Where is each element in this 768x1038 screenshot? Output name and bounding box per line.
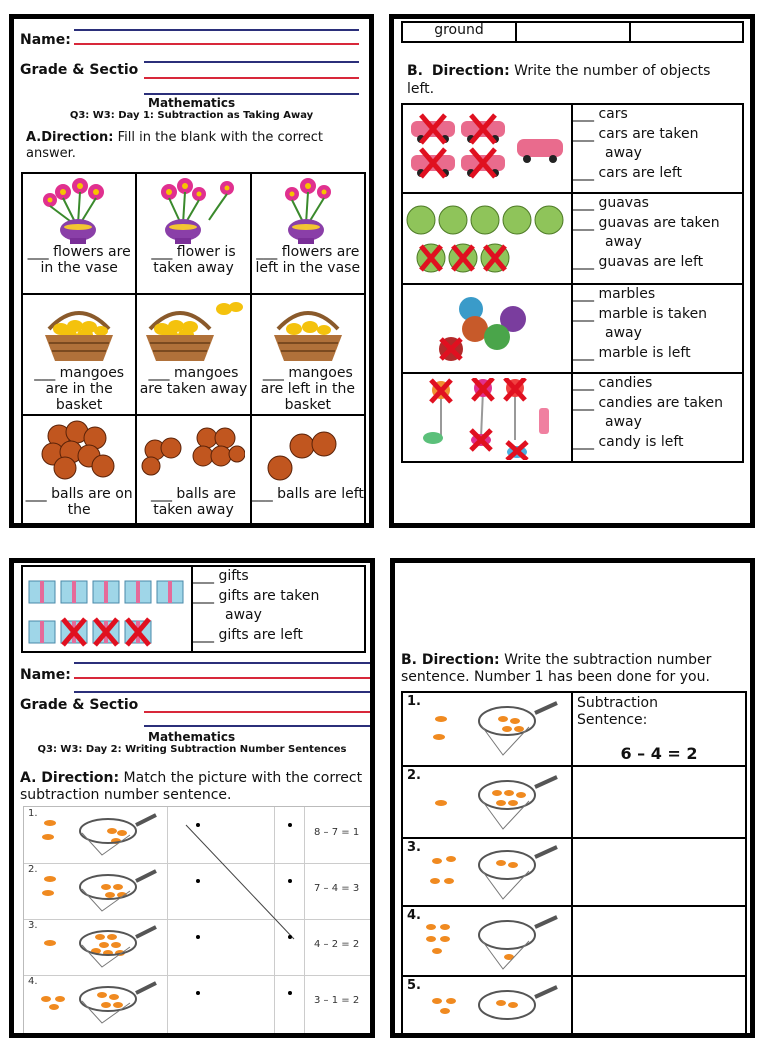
row-number: 1. bbox=[407, 694, 421, 709]
picture-cell bbox=[402, 193, 572, 284]
fish-net-icon bbox=[427, 697, 567, 763]
sentence-label: Subtraction Sentence: bbox=[577, 695, 658, 728]
picture-cell bbox=[402, 692, 572, 766]
part-letter: A. bbox=[26, 130, 42, 145]
match-dot-right[interactable] bbox=[288, 991, 292, 995]
answer-line: ___ gifts are taken bbox=[193, 587, 320, 604]
grid-cell bbox=[22, 415, 136, 525]
grid-caption: ___ balls are left bbox=[251, 486, 364, 502]
top-cell: ground bbox=[402, 22, 516, 42]
basketball-icon bbox=[262, 420, 356, 482]
answer-line: ___ cars are taken bbox=[573, 125, 699, 142]
grid-cell bbox=[251, 415, 365, 525]
fish-net-icon bbox=[38, 923, 162, 971]
part-letter: B. bbox=[407, 63, 423, 79]
grid-cell bbox=[251, 294, 365, 415]
matching-line bbox=[184, 823, 304, 941]
fish-net-icon bbox=[427, 771, 567, 837]
grid-caption: ___ mangoes are taken away bbox=[139, 365, 248, 397]
answer-line: ___ marble is taken bbox=[573, 305, 708, 322]
answer-line: ___ marble is left bbox=[573, 344, 691, 361]
match-number: 3. bbox=[28, 920, 38, 931]
grid-cell bbox=[136, 173, 250, 294]
fill-blank-grid bbox=[21, 172, 366, 526]
fish-net-icon bbox=[427, 841, 567, 905]
row-number: 2. bbox=[407, 768, 421, 783]
direction-label: A. Direction: bbox=[20, 770, 120, 786]
flower-vase-icon bbox=[272, 178, 347, 248]
grade-line-blue bbox=[144, 61, 359, 63]
answer-line: away bbox=[605, 414, 642, 430]
answer-line: ___ candy is left bbox=[573, 433, 684, 450]
answer-cell[interactable] bbox=[572, 976, 746, 1036]
grade-line-red bbox=[144, 711, 374, 713]
answer-line: ___ cars bbox=[573, 106, 628, 122]
name-label: Name: bbox=[20, 667, 71, 683]
grid-caption: ___ mangoes are in the basket bbox=[34, 365, 125, 413]
fish-net-icon bbox=[38, 811, 162, 859]
answer-cell bbox=[572, 104, 743, 193]
grid-cell bbox=[22, 294, 136, 415]
mango-basket-icon bbox=[268, 299, 348, 367]
picture-cell bbox=[402, 766, 572, 838]
objects-left-table bbox=[401, 103, 744, 463]
answer-line: away bbox=[225, 607, 262, 623]
match-divider bbox=[167, 807, 168, 1038]
name-line-red bbox=[74, 677, 374, 679]
answer-cell bbox=[572, 692, 746, 766]
lesson-title: Q3: W3: Day 1: Subtraction as Taking Away bbox=[69, 110, 314, 121]
number-sentence: 4 – 2 = 2 bbox=[314, 939, 360, 950]
top-cell-empty bbox=[630, 22, 743, 42]
top-cell-empty bbox=[516, 22, 630, 42]
fish-net-icon bbox=[38, 979, 162, 1027]
answer-line: away bbox=[605, 145, 642, 161]
sentence-answer: 6 – 4 = 2 bbox=[620, 744, 698, 763]
answer-line: ___ gifts bbox=[193, 568, 249, 584]
match-dot-right[interactable] bbox=[288, 935, 292, 939]
candy-icon bbox=[411, 378, 561, 460]
row-number: 3. bbox=[407, 840, 421, 855]
grid-cell bbox=[22, 173, 136, 294]
fish-net-icon bbox=[38, 867, 162, 915]
worksheet-day1-panel bbox=[9, 14, 374, 528]
guava-icon bbox=[405, 200, 569, 280]
match-number: 2. bbox=[28, 864, 38, 875]
answer-cell bbox=[572, 284, 743, 373]
picture-cell bbox=[402, 838, 572, 906]
number-sentence: 3 – 1 = 2 bbox=[314, 995, 360, 1006]
fish-net-icon bbox=[427, 981, 567, 1035]
grid-caption: ___ balls are on the bbox=[25, 486, 133, 518]
picture-cell bbox=[402, 976, 572, 1036]
answer-line: away bbox=[605, 234, 642, 250]
answer-line: ___ candies are taken bbox=[573, 394, 723, 411]
answer-line: ___ guavas are left bbox=[573, 253, 704, 270]
marble-icon bbox=[429, 293, 539, 367]
direction-b bbox=[401, 652, 746, 686]
name-line-blue-2 bbox=[74, 691, 374, 693]
match-number: 1. bbox=[28, 808, 38, 819]
grid-cell bbox=[251, 173, 365, 294]
answer-cell bbox=[572, 193, 743, 284]
grid-cell bbox=[136, 415, 250, 525]
match-dot-right[interactable] bbox=[288, 823, 292, 827]
answer-cell[interactable] bbox=[572, 838, 746, 906]
number-sentence-table bbox=[401, 691, 747, 1037]
gift-icon bbox=[25, 571, 189, 651]
grade-label: Grade & Sectio bbox=[20, 62, 139, 78]
matching-area bbox=[23, 806, 371, 1038]
direction-text: Write the number of objects left. bbox=[407, 63, 711, 97]
row-number: 5. bbox=[407, 978, 421, 993]
flower-vase-icon bbox=[38, 178, 118, 248]
grade-line-red bbox=[144, 77, 359, 79]
answer-cell bbox=[192, 566, 365, 652]
answer-cell[interactable] bbox=[572, 906, 746, 976]
answer-line: ___ marbles bbox=[573, 286, 656, 302]
grid-caption: ___ flowers are left in the vase bbox=[255, 244, 361, 276]
number-sentence: 7 – 4 = 3 bbox=[314, 883, 360, 894]
name-label: Name: bbox=[20, 32, 71, 48]
match-divider bbox=[304, 807, 305, 1038]
answer-line: ___ candies bbox=[573, 375, 653, 391]
match-dot-left[interactable] bbox=[196, 991, 200, 995]
grid-caption: ___ flowers are in the vase bbox=[27, 244, 131, 276]
mango-basket-icon bbox=[140, 299, 248, 367]
match-dot-right[interactable] bbox=[288, 879, 292, 883]
name-line-blue bbox=[74, 29, 359, 31]
picture-cell bbox=[22, 566, 192, 652]
worksheet-day2-panel bbox=[9, 558, 375, 1038]
name-line-blue bbox=[74, 662, 374, 664]
lesson-title: Q3: W3: Day 2: Writing Subtraction Number Sentences bbox=[37, 744, 347, 755]
picture-cell bbox=[402, 906, 572, 976]
direction-text: Write the subtraction number sentence. Number 1 has been done for you. bbox=[401, 652, 712, 685]
picture-cell bbox=[402, 373, 572, 462]
direction-text: Fill in the blank with the correct answer. bbox=[26, 130, 324, 161]
direction-b bbox=[407, 62, 737, 98]
picture-cell bbox=[402, 284, 572, 373]
direction-label: Direction: bbox=[431, 63, 510, 79]
grid-cell bbox=[136, 294, 250, 415]
match-dot-left[interactable] bbox=[196, 879, 200, 883]
direction-label: B. Direction: bbox=[401, 652, 500, 668]
row-number: 4. bbox=[407, 908, 421, 923]
direction-a bbox=[26, 130, 356, 162]
subject-title: Mathematics bbox=[148, 96, 236, 110]
match-dot-left[interactable] bbox=[196, 935, 200, 939]
grid-caption: ___ flower is taken away bbox=[151, 244, 236, 276]
grid-caption: ___ balls are taken away bbox=[150, 486, 237, 518]
gifts-table bbox=[21, 565, 366, 653]
match-row-divider bbox=[24, 975, 370, 976]
subject-title: Mathematics bbox=[148, 730, 236, 744]
worksheet-day1-part-b-panel bbox=[389, 14, 755, 528]
top-partial-table bbox=[401, 21, 744, 43]
answer-cell bbox=[572, 373, 743, 462]
grade-line-blue bbox=[144, 725, 374, 727]
match-number: 4. bbox=[28, 976, 38, 987]
direction-a bbox=[20, 770, 365, 804]
answer-line: ___ gifts are left bbox=[193, 626, 303, 643]
answer-line: away bbox=[605, 325, 642, 341]
number-sentence: 8 – 7 = 1 bbox=[314, 827, 360, 838]
answer-line: ___ guavas bbox=[573, 195, 649, 211]
direction-label: Direction: bbox=[41, 130, 114, 145]
direction-text: Match the picture with the correct subtraction number sentence. bbox=[20, 770, 363, 803]
flower-vase-icon bbox=[147, 178, 242, 248]
fish-net-icon bbox=[423, 911, 567, 975]
picture-cell bbox=[402, 104, 572, 193]
basketball-icon bbox=[39, 420, 119, 482]
grade-label: Grade & Sectio bbox=[20, 697, 139, 713]
match-dot-left[interactable] bbox=[196, 823, 200, 827]
name-line-red bbox=[74, 43, 359, 45]
car-icon bbox=[407, 111, 567, 187]
answer-line: ___ guavas are taken bbox=[573, 214, 720, 231]
grade-line-blue-2 bbox=[144, 93, 359, 95]
basketball-icon bbox=[141, 420, 245, 482]
answer-cell[interactable] bbox=[572, 766, 746, 838]
mango-basket-icon bbox=[39, 299, 119, 367]
worksheet-day2-part-b-panel bbox=[390, 558, 755, 1038]
grid-caption: ___ mangoes are left in the basket bbox=[260, 365, 356, 413]
answer-line: ___ cars are left bbox=[573, 164, 682, 181]
